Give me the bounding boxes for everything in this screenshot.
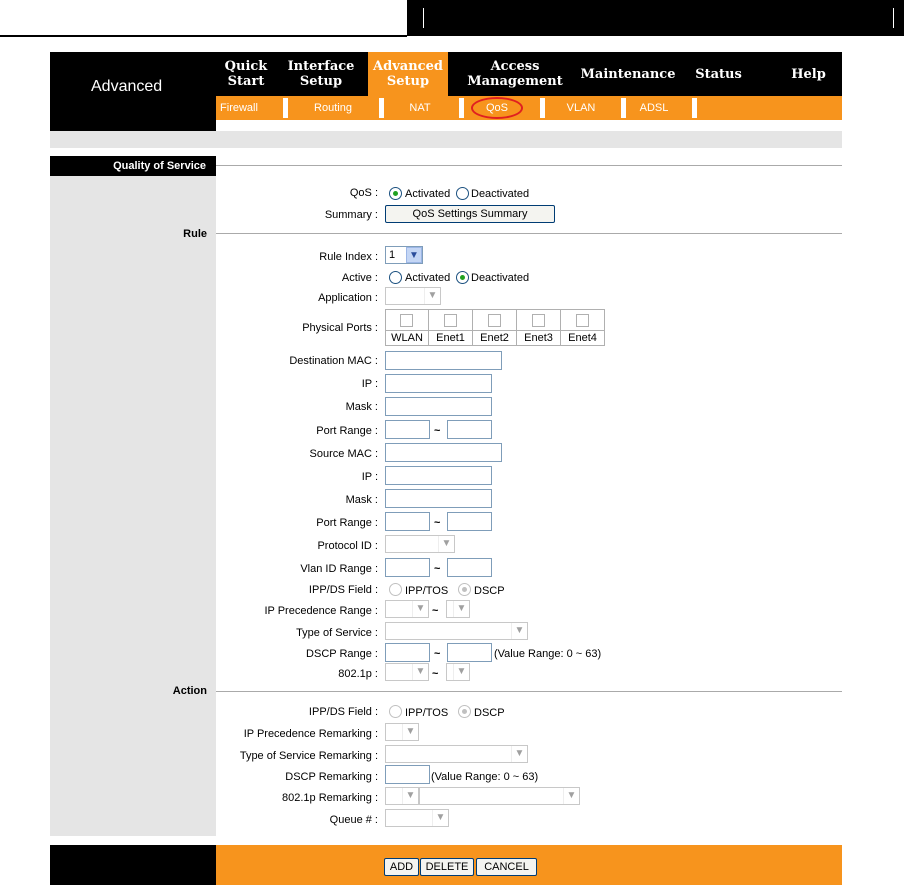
active-deactivated-radio[interactable] bbox=[456, 271, 469, 284]
chevron-down-icon: ▼ bbox=[453, 601, 469, 617]
port-label: Enet1 bbox=[429, 330, 472, 345]
chevron-down-icon: ▼ bbox=[402, 788, 418, 804]
protocol-id-select[interactable] bbox=[385, 535, 455, 553]
rule-ippds-label: IPP/DS Field : bbox=[308, 584, 378, 596]
src-mask-label: Mask : bbox=[345, 494, 378, 506]
active-activated-text: Activated bbox=[405, 272, 451, 284]
section-title: Quality of Service bbox=[50, 156, 216, 176]
qos-summary-button[interactable]: QoS Settings Summary bbox=[385, 205, 555, 223]
subnav-qos[interactable]: QoS bbox=[485, 102, 508, 114]
src-ip-input[interactable] bbox=[385, 466, 492, 485]
range-tilde: ~ bbox=[432, 668, 439, 680]
brand-title: Advanced bbox=[91, 78, 163, 95]
port-wlan-checkbox[interactable] bbox=[400, 314, 413, 327]
dscp-remark-hint: (Value Range: 0 ~ 63) bbox=[431, 771, 539, 783]
delete-button[interactable]: DELETE bbox=[420, 858, 474, 876]
ip-prec-start-select[interactable] bbox=[385, 600, 429, 618]
dot1p-label: 802.1p : bbox=[338, 668, 378, 680]
port-cell bbox=[561, 310, 604, 345]
rule-dscp-text: DSCP bbox=[474, 585, 505, 597]
nav-interface-setup[interactable]: Interface Setup bbox=[287, 59, 355, 89]
queue-label: Queue # : bbox=[329, 814, 378, 826]
chevron-down-icon: ▼ bbox=[453, 664, 469, 680]
port-cell bbox=[429, 310, 473, 345]
port-cell bbox=[517, 310, 561, 345]
dest-ip-input[interactable] bbox=[385, 374, 492, 393]
nav-help[interactable]: Help bbox=[791, 66, 826, 82]
dot1p-start-select[interactable] bbox=[385, 663, 429, 681]
qos-deactivated-radio[interactable] bbox=[456, 187, 469, 200]
chevron-down-icon: ▼ bbox=[438, 536, 454, 552]
rule-index-label: Rule Index : bbox=[319, 251, 378, 263]
tos-select[interactable] bbox=[385, 622, 528, 640]
port-enet4-checkbox[interactable] bbox=[576, 314, 589, 327]
chevron-down-icon: ▼ bbox=[402, 724, 418, 740]
range-tilde: ~ bbox=[432, 605, 439, 617]
qos-deactivated-label: Deactivated bbox=[471, 188, 530, 200]
active-label: Active : bbox=[341, 272, 378, 284]
physical-ports-table bbox=[385, 309, 605, 346]
cancel-button[interactable]: CANCEL bbox=[476, 858, 537, 876]
tos-remark-label: Type of Service Remarking : bbox=[239, 750, 378, 762]
chevron-down-icon: ▼ bbox=[412, 664, 428, 680]
subnav-adsl[interactable]: ADSL bbox=[639, 102, 669, 114]
range-tilde: ~ bbox=[434, 425, 441, 437]
dscp-range-hint: (Value Range: 0 ~ 63) bbox=[494, 648, 602, 660]
port-cell bbox=[386, 310, 429, 345]
chevron-down-icon: ▼ bbox=[511, 623, 527, 639]
src-mask-input[interactable] bbox=[385, 489, 492, 508]
chevron-down-icon: ▼ bbox=[563, 788, 579, 804]
nav-maintenance[interactable]: Maintenance bbox=[580, 66, 676, 82]
queue-select[interactable] bbox=[385, 809, 449, 827]
action-ipptos-radio[interactable] bbox=[389, 705, 402, 718]
src-port-end-input[interactable] bbox=[447, 512, 492, 531]
physical-ports-label: Physical Ports : bbox=[302, 322, 378, 334]
ip-prec-end-select[interactable] bbox=[446, 600, 470, 618]
dest-port-end-input[interactable] bbox=[447, 420, 492, 439]
range-tilde: ~ bbox=[434, 563, 441, 575]
main-nav bbox=[216, 52, 842, 96]
dot1p-remark-select[interactable] bbox=[385, 787, 419, 805]
ip-prec-remark-select[interactable] bbox=[385, 723, 419, 741]
nav-access-management[interactable]: Access Management bbox=[467, 59, 563, 89]
tos-label: Type of Service : bbox=[296, 627, 378, 639]
dscp-remark-input[interactable] bbox=[385, 765, 430, 784]
divider bbox=[216, 165, 842, 166]
tos-remark-select[interactable] bbox=[385, 745, 528, 763]
action-ippds-label: IPP/DS Field : bbox=[308, 706, 378, 718]
port-enet2-checkbox[interactable] bbox=[488, 314, 501, 327]
action-heading: Action bbox=[172, 685, 207, 697]
dscp-start-input[interactable] bbox=[385, 643, 430, 662]
vlan-id-end-input[interactable] bbox=[447, 558, 492, 577]
action-dscp-radio[interactable] bbox=[458, 705, 471, 718]
active-deactivated-text: Deactivated bbox=[471, 272, 530, 284]
add-button[interactable]: ADD bbox=[384, 858, 419, 876]
range-tilde: ~ bbox=[434, 648, 441, 660]
dot1p-end-select[interactable] bbox=[446, 663, 470, 681]
chevron-down-icon: ▼ bbox=[406, 247, 422, 263]
src-mac-label: Source MAC : bbox=[309, 448, 378, 460]
summary-label: Summary : bbox=[324, 209, 378, 221]
action-dscp-text: DSCP bbox=[474, 707, 505, 719]
chevron-down-icon: ▼ bbox=[511, 746, 527, 762]
src-port-range-label: Port Range : bbox=[316, 517, 378, 529]
sub-nav bbox=[216, 96, 842, 120]
qos-activated-radio[interactable] bbox=[389, 187, 402, 200]
rule-dscp-radio[interactable] bbox=[458, 583, 471, 596]
action-ipptos-text: IPP/TOS bbox=[405, 707, 449, 719]
src-port-start-input[interactable] bbox=[385, 512, 430, 531]
subnav-firewall[interactable]: Firewall bbox=[220, 102, 258, 114]
footer-bar bbox=[216, 845, 842, 885]
rule-heading: Rule bbox=[183, 228, 207, 240]
rule-index-select[interactable]: 1 ▼ bbox=[385, 246, 423, 264]
port-label: Enet4 bbox=[561, 330, 604, 345]
left-column bbox=[50, 156, 216, 836]
dest-mac-label: Destination MAC : bbox=[289, 355, 378, 367]
nav-quick-start[interactable]: Quick Start bbox=[224, 59, 268, 89]
rule-ipptos-radio[interactable] bbox=[389, 583, 402, 596]
qos-highlight-circle bbox=[471, 97, 523, 119]
footer-left-block bbox=[50, 845, 216, 885]
range-tilde: ~ bbox=[434, 517, 441, 529]
dot1p-remark-detail-select[interactable] bbox=[419, 787, 580, 805]
chevron-down-icon: ▼ bbox=[412, 601, 428, 617]
application-label: Application : bbox=[318, 292, 378, 304]
port-label: Enet2 bbox=[473, 330, 516, 345]
vlan-id-range-label: Vlan ID Range : bbox=[300, 563, 378, 575]
ip-prec-range-label: IP Precedence Range : bbox=[264, 605, 378, 617]
protocol-id-label: Protocol ID : bbox=[317, 540, 378, 552]
dscp-range-label: DSCP Range : bbox=[306, 648, 378, 660]
subnav-nat[interactable]: NAT bbox=[409, 102, 431, 114]
dest-mask-input[interactable] bbox=[385, 397, 492, 416]
chevron-down-icon: ▼ bbox=[432, 810, 448, 826]
dot1p-remark-label: 802.1p Remarking : bbox=[282, 792, 378, 804]
nav-advanced-setup[interactable]: Advanced Setup bbox=[368, 52, 448, 96]
port-label: Enet3 bbox=[517, 330, 560, 345]
nav-status[interactable]: Status bbox=[695, 66, 742, 82]
dest-mask-label: Mask : bbox=[345, 401, 378, 413]
top-banner bbox=[0, 0, 904, 40]
subnav-vlan[interactable]: VLAN bbox=[566, 102, 596, 114]
vlan-id-start-input[interactable] bbox=[385, 558, 430, 577]
port-label: WLAN bbox=[386, 330, 428, 345]
port-enet1-checkbox[interactable] bbox=[444, 314, 457, 327]
chevron-down-icon: ▼ bbox=[424, 288, 440, 304]
subnav-routing[interactable]: Routing bbox=[314, 102, 352, 114]
src-ip-label: IP : bbox=[361, 471, 378, 483]
qos-activated-label: Activated bbox=[405, 188, 451, 200]
active-activated-radio[interactable] bbox=[389, 271, 402, 284]
dscp-end-input[interactable] bbox=[447, 643, 492, 662]
dest-port-range-label: Port Range : bbox=[316, 425, 378, 437]
banner-black-block bbox=[407, 0, 904, 36]
port-enet3-checkbox[interactable] bbox=[532, 314, 545, 327]
port-cell bbox=[473, 310, 517, 345]
src-mac-input[interactable] bbox=[385, 443, 502, 462]
banner-rule bbox=[0, 35, 407, 37]
spacer-bar bbox=[50, 131, 842, 148]
ip-prec-remark-label: IP Precedence Remarking : bbox=[243, 728, 378, 740]
qos-label: QoS : bbox=[349, 187, 378, 199]
dest-mac-input[interactable] bbox=[385, 351, 502, 370]
dest-ip-label: IP : bbox=[361, 378, 378, 390]
rule-ipptos-text: IPP/TOS bbox=[405, 585, 449, 597]
dscp-remark-label: DSCP Remarking : bbox=[285, 771, 378, 783]
dest-port-start-input[interactable] bbox=[385, 420, 430, 439]
application-select[interactable] bbox=[385, 287, 441, 305]
